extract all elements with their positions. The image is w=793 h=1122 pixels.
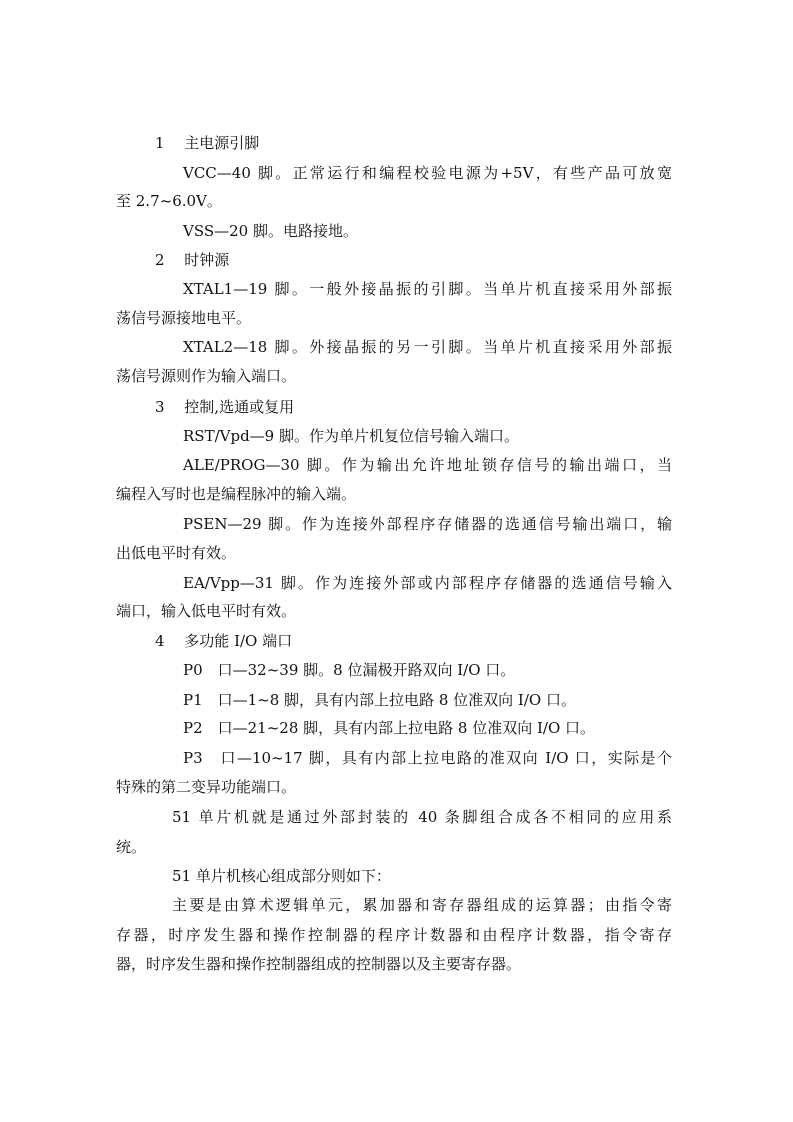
p0-paragraph: P0 口—32~39 脚。8 位漏极开路双向 I/O 口。 xyxy=(183,661,516,679)
heading-main-power-pins: 1 主电源引脚 xyxy=(155,134,260,152)
ea-paragraph-line-1: EA/Vpp—31 脚。作为连接外部或内部程序存储器的选通信号输入 xyxy=(183,574,672,592)
heading-control-select-reuse: 3 控制,选通或复用 xyxy=(155,398,295,416)
psen-paragraph-line-2: 出低电平时有效。 xyxy=(116,544,237,562)
vss-paragraph: VSS—20 脚。电路接地。 xyxy=(183,222,358,240)
p2-paragraph: P2 口—21~28 脚，具有内部上拉电路 8 位准双向 I/O 口。 xyxy=(183,719,596,737)
vcc-paragraph-line-1: VCC—40 脚。正常运行和编程校验电源为+5V，有些产品可放宽 xyxy=(183,164,672,182)
summary-paragraph-line-2: 统。 xyxy=(116,838,147,856)
core-components-line-3: 器，时序发生器和操作控制器组成的控制器以及主要寄存器。 xyxy=(116,955,522,973)
core-components-intro: 51 单片机核心组成部分则如下： xyxy=(172,867,391,885)
vcc-paragraph-line-2: 至 2.7~6.0V。 xyxy=(116,192,222,210)
heading-multifunction-io: 4 多功能 I/O 端口 xyxy=(155,632,293,650)
summary-paragraph-line-1: 51 单片机就是通过外部封装的 40 条脚组合成各不相同的应用系 xyxy=(172,808,672,826)
xtal2-paragraph-line-1: XTAL2—18 脚。外接晶振的另一引脚。当单片机直接采用外部振 xyxy=(183,338,672,356)
ale-paragraph-line-2: 编程入写时也是编程脉冲的输入端。 xyxy=(116,485,357,503)
ale-paragraph-line-1: ALE/PROG—30 脚。作为输出允许地址锁存信号的输出端口，当 xyxy=(183,456,672,474)
p3-paragraph-line-1: P3 口—10~17 脚，具有内部上拉电路的准双向 I/O 口，实际是个 xyxy=(183,749,672,767)
xtal1-paragraph-line-2: 荡信号源接地电平。 xyxy=(116,309,252,327)
p1-paragraph: P1 口—1~8 脚，具有内部上拉电路 8 位准双向 I/O 口。 xyxy=(183,691,576,709)
core-components-line-2: 存器，时序发生器和操作控制器的程序计数器和由程序计数器，指令寄存 xyxy=(116,926,672,944)
rst-paragraph: RST/Vpd—9 脚。作为单片机复位信号输入端口。 xyxy=(183,427,519,445)
xtal1-paragraph-line-1: XTAL1—19 脚。一般外接晶振的引脚。当单片机直接采用外部振 xyxy=(183,280,672,298)
psen-paragraph-line-1: PSEN—29 脚。作为连接外部程序存储器的选通信号输出端口，输 xyxy=(183,515,672,533)
core-components-line-1: 主要是由算术逻辑单元，累加器和寄存器组成的运算器；由指令寄 xyxy=(172,896,672,914)
heading-clock-source: 2 时钟源 xyxy=(155,251,230,269)
p3-paragraph-line-2: 特殊的第二变异功能端口。 xyxy=(116,778,297,796)
xtal2-paragraph-line-2: 荡信号源则作为输入端口。 xyxy=(116,367,297,385)
ea-paragraph-line-2: 端口，输入低电平时有效。 xyxy=(116,602,297,620)
